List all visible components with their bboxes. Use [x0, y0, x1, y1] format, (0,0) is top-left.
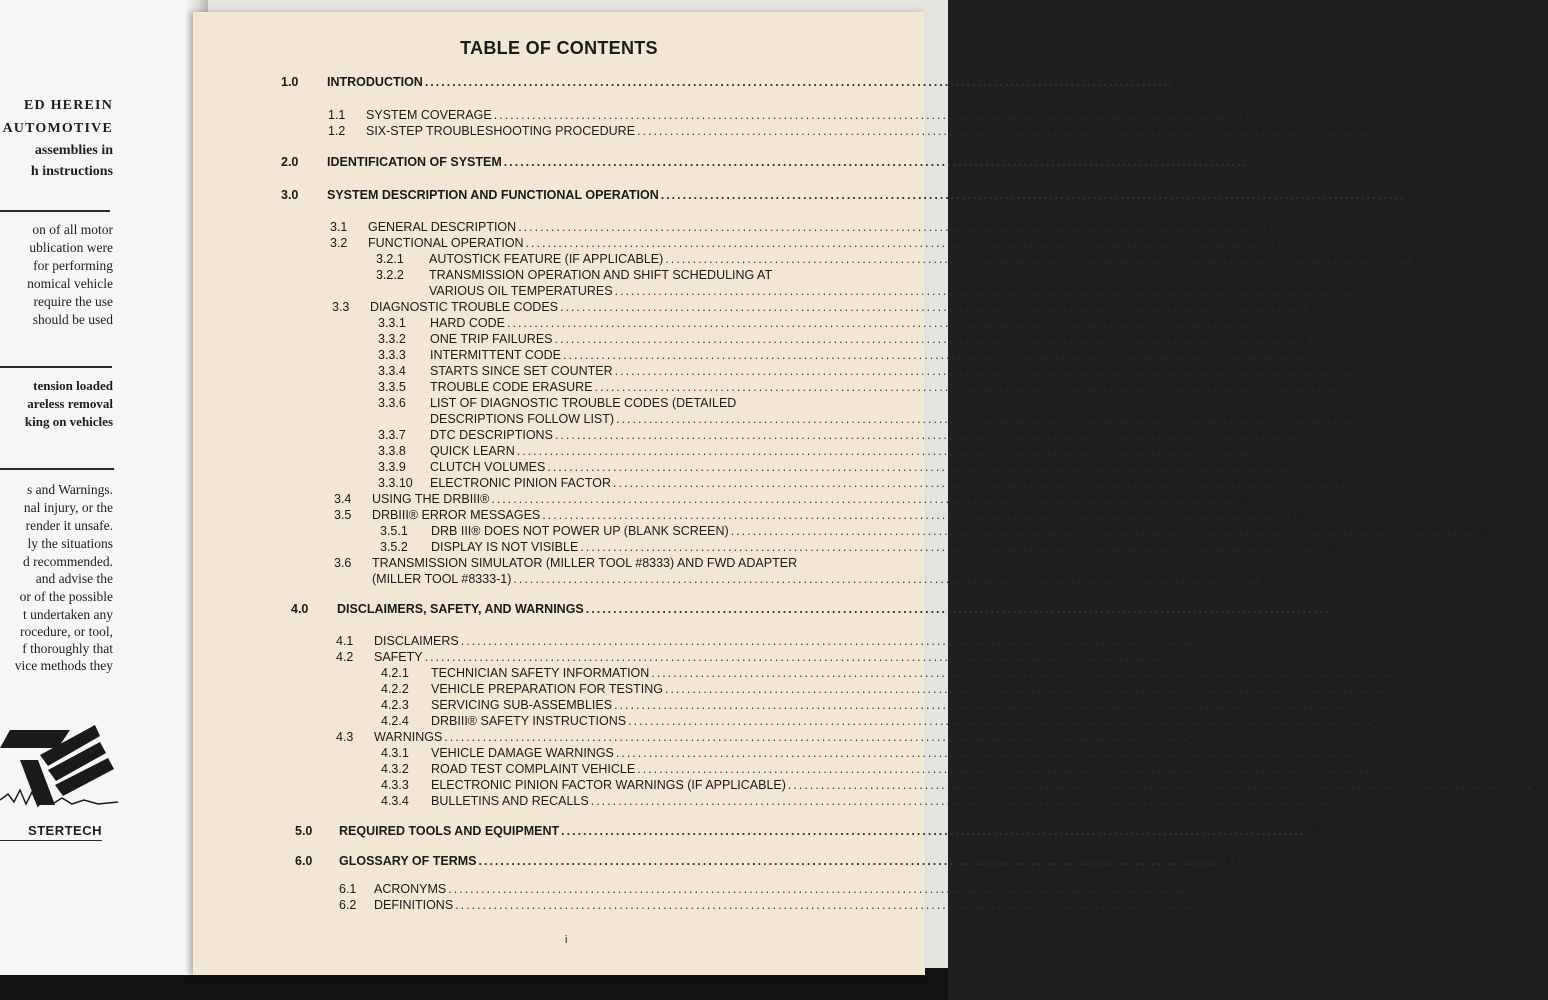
leader-dots: ........................................................................................................................................: [455, 898, 1200, 912]
toc-entry-number: 4.2.2: [381, 682, 409, 696]
toc-entry-number: 4.0: [291, 602, 309, 616]
toc-entry-title: BULLETINS AND RECALLS: [431, 794, 589, 808]
toc-entry-page: 21: [1307, 824, 1322, 838]
toc-entry-title: VEHICLE PREPARATION FOR TESTING: [431, 682, 663, 696]
toc-entry-title: LIST OF DIAGNOSTIC TROUBLE CODES (DETAILED: [430, 396, 737, 410]
leader-dots: ........................................................................................................................................: [547, 460, 1292, 474]
toc-entry-number: 4.3: [336, 730, 354, 744]
leader-dots: ........................................................................................................................................: [614, 284, 1359, 298]
toc-entry-page: 19: [1207, 634, 1221, 648]
left-text-line: d recommended.: [23, 554, 113, 569]
leader-dots: ........................................................................................................................................: [616, 412, 1361, 426]
leader-dots: ........................................................................................................................................: [491, 492, 1236, 506]
toc-entry-number: 3.3.2: [378, 332, 406, 346]
toc-entry: [378, 444, 1277, 459]
toc-entry-title: (MILLER TOOL #8333-1): [372, 572, 512, 586]
toc-entry-title: CLUTCH VOLUMES: [430, 460, 546, 474]
toc-entry: [295, 824, 1322, 839]
leader-dots: ........................................................................................................................................: [614, 698, 1359, 712]
toc-entry-title: SAFETY: [374, 650, 423, 664]
left-text-line: AUTOMOTIVE: [2, 121, 113, 136]
toc-entry-number: 3.3.4: [378, 364, 406, 378]
toc-entry-title: DEFINITIONS: [374, 898, 454, 912]
toc-entry: [334, 508, 1303, 523]
toc-entry: [336, 634, 1221, 649]
toc-entry-page: 18: [1237, 492, 1252, 506]
toc-entry: [376, 252, 1419, 267]
toc-entry: [378, 460, 1308, 475]
toc-entry-page: 3: [1361, 364, 1368, 378]
divider: [0, 468, 114, 470]
toc-entry-page: 1: [1171, 75, 1179, 89]
toc-entry-title: FUNCTIONAL OPERATION: [368, 236, 524, 250]
toc-entry-page: 20: [1362, 746, 1377, 760]
leader-dots: ........................................................................................................................................: [563, 348, 1308, 362]
leader-dots: ........................................................................................................................................: [525, 236, 1270, 250]
toc-entry-number: 3.3.1: [378, 316, 406, 330]
leader-dots: ........................................................................................................................................: [637, 762, 1382, 776]
toc-entry-page: 5: [1301, 428, 1309, 442]
toc-entry: [376, 268, 861, 283]
toc-entry: [334, 492, 1252, 507]
leader-dots: ........................................................................................................................................: [424, 650, 1169, 664]
leader-dots: ........................................................................................................................................: [613, 476, 1358, 490]
toc-entry-title: SERVICING SUB-ASSEMBLIES: [431, 698, 613, 712]
toc-entry: [328, 124, 1391, 139]
toc-entry-number: 3.3: [332, 300, 350, 314]
left-text-line: and advise the: [35, 571, 113, 586]
toc-entry: [381, 682, 1426, 697]
left-text-line: require the use: [33, 294, 113, 309]
left-text-line: ED HEREIN: [24, 98, 113, 113]
toc-entry-title: HARD CODE: [430, 316, 506, 330]
toc-entry-page: 18: [1477, 524, 1491, 538]
toc-entry: [295, 854, 1239, 869]
toc-entry-continuation: [372, 572, 1274, 587]
toc-entry-number: 5.0: [295, 824, 313, 838]
toc-entry-title: INTERMITTENT CODE: [430, 348, 562, 362]
toc-entry: [381, 778, 1548, 793]
toc-entry: [339, 882, 1209, 897]
left-text-line: tension loaded: [33, 378, 113, 393]
toc-entry-page: 19: [1397, 666, 1412, 680]
toc-entry-title: USING THE DRBIII®: [372, 492, 490, 506]
toc-entry: [330, 220, 1272, 235]
leader-dots: ........................................................................................................................................: [542, 508, 1287, 522]
left-text-line: nal injury, or the: [23, 500, 113, 515]
toc-entry-page: 19: [1360, 698, 1375, 712]
toc-entry: [378, 364, 1368, 379]
toc-entry-title: ONE TRIP FAILURES: [430, 332, 553, 346]
left-text-line: on of all motor: [32, 222, 113, 237]
toc-entry-title: DISPLAY IS NOT VISIBLE: [431, 540, 579, 554]
left-text-line: s and Warnings.: [26, 482, 113, 497]
toc-entry: [378, 428, 1309, 443]
toc-entry-page: 18: [1259, 572, 1274, 586]
toc-entry-title: DISCLAIMERS, SAFETY, AND WARNINGS: [337, 602, 584, 616]
toc-entry-title: TROUBLE CODE ERASURE: [430, 380, 593, 394]
toc-entry: [281, 188, 1415, 203]
mastertech-logo-icon: [0, 720, 125, 825]
toc-entry-page: 17: [1293, 460, 1308, 474]
toc-entry: [334, 556, 855, 571]
leader-dots: ........................................................................................................................................: [516, 444, 1262, 458]
toc-page: [193, 12, 1548, 975]
toc-entry-number: 4.3.1: [381, 746, 409, 760]
left-page: [0, 0, 205, 975]
toc-entry-number: 4.3.3: [381, 778, 409, 792]
toc-entry-number: 6.1: [339, 882, 357, 896]
toc-entry-number: 1.1: [328, 108, 346, 122]
toc-entry-title: DTC DESCRIPTIONS: [430, 428, 553, 442]
toc-entry-title: WARNINGS: [374, 730, 443, 744]
toc-entry-page: 19: [1374, 714, 1389, 728]
toc-entry: [378, 396, 857, 411]
left-text-line: areless removal: [27, 396, 113, 411]
left-text-line: rocedure, or tool,: [20, 624, 113, 639]
leader-dots: ........................................................................................................................................: [660, 188, 1406, 202]
toc-entry-page: 18: [1326, 540, 1341, 554]
toc-entry-page: 21: [1337, 794, 1351, 808]
leader-dots: ........................................................................................................................................: [444, 730, 1189, 744]
toc-entry: [336, 650, 1185, 665]
toc-entry-number: 3.3.3: [378, 348, 406, 362]
toc-entry: [381, 698, 1375, 713]
toc-entry-page: 4: [1362, 412, 1370, 426]
toc-entry-number: 4.1: [336, 634, 354, 648]
toc-entry-page: 1: [1250, 155, 1258, 169]
toc-entry: [328, 108, 1248, 123]
toc-entry-title: ROAD TEST COMPLAINT VEHICLE: [431, 762, 636, 776]
leader-dots: ........................................................................................................................................: [503, 155, 1249, 169]
logo-text: STERTECH: [27, 823, 102, 838]
toc-entry-title: DESCRIPTIONS FOLLOW LIST): [430, 412, 615, 426]
toc-entry-number: 4.3.2: [381, 762, 409, 776]
leader-dots: ........................................................................................................................................: [615, 746, 1361, 760]
toc-entry-page: 3: [1253, 316, 1261, 330]
toc-entry: [381, 714, 1389, 729]
leader-dots: ........................................................................................................................................: [493, 108, 1239, 122]
leader-dots: ........................................................................................................................................: [590, 794, 1336, 808]
divider: [0, 210, 110, 212]
page-title: TABLE OF CONTENTS: [460, 38, 658, 58]
leader-dots: ........................................................................................................................................: [585, 602, 1331, 616]
toc-entry: [381, 746, 1377, 761]
leader-dots: ........................................................................................................................................: [560, 300, 1305, 314]
toc-entry-page: 3: [1300, 332, 1308, 346]
toc-entry-page: 21: [1194, 882, 1209, 896]
toc-entry-page: 1: [1383, 124, 1391, 138]
toc-entry-continuation: [429, 284, 1368, 299]
left-text-line: should be used: [32, 312, 113, 327]
toc-entry-title: ELECTRONIC PINION FACTOR WARNINGS (IF APPLICABLE): [431, 778, 786, 792]
toc-entry-title: IDENTIFICATION OF SYSTEM: [327, 155, 502, 169]
toc-entry-title: DRBIII® ERROR MESSAGES: [372, 508, 541, 522]
toc-entry-page: 1: [1407, 188, 1415, 202]
toc-entry: [378, 332, 1308, 347]
toc-entry-page: 1: [1264, 220, 1272, 234]
toc-entry: [381, 762, 1398, 777]
toc-entry-title: TRANSMISSION OPERATION AND SHIFT SCHEDULING AT: [429, 268, 773, 282]
toc-entry-title: QUICK LEARN: [430, 444, 515, 458]
toc-entry-number: 3.2.1: [376, 252, 404, 266]
leader-dots: ........................................................................................................................................: [518, 220, 1263, 234]
left-text-line: f thoroughly that: [22, 641, 113, 656]
toc-entry: [330, 236, 1279, 251]
toc-entry-number: 4.2: [336, 650, 354, 664]
toc-entry-number: 3.5.1: [380, 524, 408, 538]
leader-dots: ........................................................................................................................................: [554, 428, 1300, 442]
leader-dots: ........................................................................................................................................: [478, 854, 1223, 868]
toc-entry-number: 1.0: [281, 75, 299, 89]
toc-entry-number: 4.2.3: [381, 698, 409, 712]
left-text-line: t undertaken any: [23, 607, 113, 622]
toc-entry-number: 3.3.7: [378, 428, 406, 442]
toc-entry-number: 3.3.10: [378, 476, 413, 490]
toc-entry-number: 3.1: [330, 220, 348, 234]
toc-entry-title: SYSTEM COVERAGE: [366, 108, 492, 122]
toc-entry-page: 3: [1306, 300, 1314, 314]
toc-entry-number: 3.3.9: [378, 460, 406, 474]
toc-entry-number: 6.0: [295, 854, 313, 868]
leader-dots: ........................................................................................................................................: [554, 332, 1299, 346]
left-text-line: king on vehicles: [24, 414, 113, 429]
toc-entry-number: 6.2: [339, 898, 357, 912]
leader-dots: ........................................................................................................................................: [730, 524, 1476, 538]
divider: [0, 840, 102, 841]
toc-entry-page: 3: [1309, 348, 1317, 362]
toc-entry-number: 2.0: [281, 155, 299, 169]
toc-entry-number: 3.2.2: [376, 268, 404, 282]
left-text-line: ly the situations: [27, 536, 113, 551]
toc-entry-number: 3.2: [330, 236, 348, 250]
toc-entry-number: 4.3.4: [381, 794, 409, 808]
divider: [0, 366, 112, 368]
toc-entry-page: 22: [1201, 898, 1216, 912]
leader-dots: ........................................................................................................................................: [664, 682, 1410, 696]
toc-entry-number: 4.2.4: [381, 714, 409, 728]
toc-entry-number: 3.4: [334, 492, 352, 506]
toc-entry-page: 17: [1263, 444, 1277, 458]
leader-dots: ........................................................................................................................................: [561, 824, 1306, 838]
toc-entry-page: 21: [1224, 854, 1239, 868]
toc-entry: [381, 794, 1351, 809]
toc-entry: [380, 540, 1341, 555]
toc-entry-title: GENERAL DESCRIPTION: [368, 220, 517, 234]
leader-dots: ........................................................................................................................................: [424, 75, 1170, 89]
toc-entry-number: 4.2.1: [381, 666, 409, 680]
page-number: i: [565, 934, 568, 946]
toc-entry-page: 4: [1340, 380, 1348, 394]
left-text-line: for performing: [33, 258, 113, 273]
toc-entry-page: 18: [1359, 476, 1374, 490]
toc-entry-title: GLOSSARY OF TERMS: [339, 854, 477, 868]
toc-entry-title: STARTS SINCE SET COUNTER: [430, 364, 613, 378]
toc-entry-page: 1: [1240, 108, 1248, 122]
toc-entry: [291, 602, 1347, 617]
left-text-line: ublication were: [29, 240, 113, 255]
toc-entry-page: 19: [1332, 602, 1347, 616]
toc-entry-number: 3.3.8: [378, 444, 406, 458]
toc-entry-number: 3.0: [281, 188, 299, 202]
toc-entry-title: ACRONYMS: [374, 882, 447, 896]
toc-entry-title: DIAGNOSTIC TROUBLE CODES: [370, 300, 558, 314]
toc-entry-number: 3.3.6: [378, 396, 406, 410]
toc-entry: [378, 380, 1348, 395]
toc-entry-page: 20: [1383, 762, 1398, 776]
toc-entry-title: ELECTRONIC PINION FACTOR: [430, 476, 612, 490]
toc-entry-page: 19: [1411, 682, 1426, 696]
toc-entry-page: 1: [1271, 236, 1279, 250]
left-text-line: render it unsafe.: [25, 518, 113, 533]
toc-entry-page: 1: [1411, 252, 1419, 266]
leader-dots: ........................................................................................................................................: [507, 316, 1252, 330]
leader-dots: ........................................................................................................................................: [614, 364, 1359, 378]
leader-dots: ........................................................................................................................................: [665, 252, 1410, 266]
toc-entry: [332, 300, 1314, 315]
toc-entry-number: 3.6: [334, 556, 352, 570]
leader-dots: ........................................................................................................................................: [460, 634, 1206, 648]
toc-entry-title: VEHICLE DAMAGE WARNINGS: [431, 746, 614, 760]
leader-dots: ........................................................................................................................................: [628, 714, 1373, 728]
left-text-line: assemblies in: [34, 143, 113, 158]
left-text-line: nomical vehicle: [27, 276, 113, 291]
left-text-line: h instructions: [30, 164, 113, 179]
left-text-line: or of the possible: [19, 589, 113, 604]
toc-entry: [378, 476, 1374, 491]
toc-entry-title: VARIOUS OIL TEMPERATURES: [429, 284, 613, 298]
leader-dots: ........................................................................................................................................: [787, 778, 1533, 792]
toc-entry: [339, 898, 1216, 913]
toc-entry-title: AUTOSTICK FEATURE (IF APPLICABLE): [429, 252, 664, 266]
toc-entry-number: 1.2: [328, 124, 346, 138]
left-text-line: vice methods they: [14, 658, 113, 673]
toc-entry: [281, 75, 1179, 90]
toc-entry-title: SIX-STEP TROUBLESHOOTING PROCEDURE: [366, 124, 636, 138]
toc-entry-page: 20: [1190, 730, 1205, 744]
toc-entry: [378, 348, 1317, 363]
toc-entry-title: DRB III® DOES NOT POWER UP (BLANK SCREEN): [431, 524, 729, 538]
toc-entry-page: 2: [1360, 284, 1368, 298]
toc-entry-title: REQUIRED TOOLS AND EQUIPMENT: [339, 824, 560, 838]
toc-entry: [336, 730, 1205, 745]
toc-entry-title: SYSTEM DESCRIPTION AND FUNCTIONAL OPERATION: [327, 188, 659, 202]
toc-entry: [281, 155, 1258, 170]
toc-entry-continuation: [430, 412, 1370, 427]
toc-entry-page: 19: [1170, 650, 1185, 664]
toc-entry-page: 18: [1288, 508, 1303, 522]
toc-entry-title: INTRODUCTION: [327, 75, 423, 89]
toc-entry-number: 3.5: [334, 508, 352, 522]
toc-entry-title: DISCLAIMERS: [374, 634, 459, 648]
leader-dots: ........................................................................................................................................: [637, 124, 1382, 138]
toc-entry-number: 3.3.5: [378, 380, 406, 394]
leader-dots: ........................................................................................................................................: [448, 882, 1193, 896]
leader-dots: ........................................................................................................................................: [594, 380, 1339, 394]
leader-dots: ........................................................................................................................................: [651, 666, 1396, 680]
leader-dots: ........................................................................................................................................: [580, 540, 1325, 554]
toc-entry-title: DRBIII® SAFETY INSTRUCTIONS: [431, 714, 627, 728]
toc-entry-number: 3.5.2: [380, 540, 408, 554]
toc-entry-title: TECHNICIAN SAFETY INFORMATION: [431, 666, 650, 680]
leader-dots: ........................................................................................................................................: [513, 572, 1258, 586]
toc-entry-page: 21: [1534, 778, 1548, 792]
toc-entry: [380, 524, 1491, 539]
toc-entry: [381, 666, 1412, 681]
toc-entry: [378, 316, 1261, 331]
toc-entry-title: TRANSMISSION SIMULATOR (MILLER TOOL #8333) AND FWD ADAPTER: [372, 556, 798, 570]
